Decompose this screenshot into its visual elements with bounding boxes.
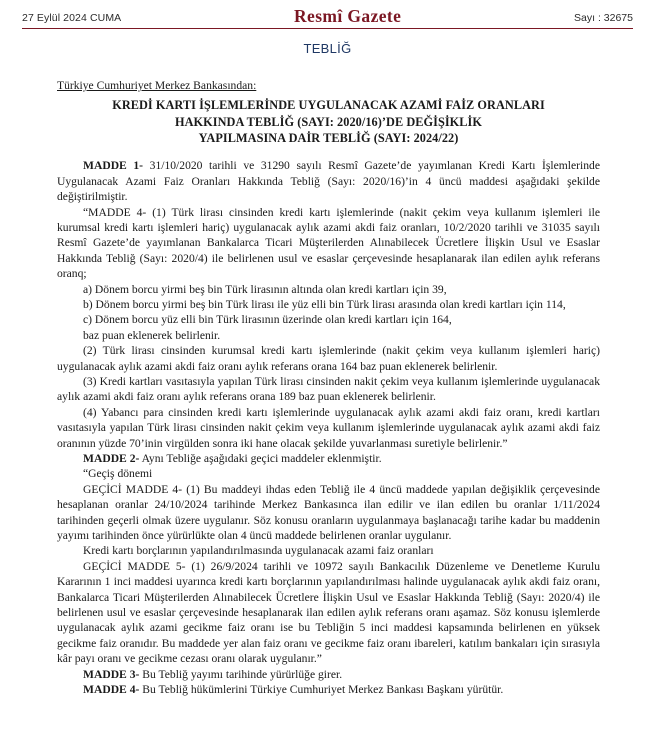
document-title-line-3: YAPILMASINA DAİR TEBLİĞ (SAYI: 2024/22) xyxy=(198,131,459,145)
transition-period-heading: “Geçiş dönemi xyxy=(83,467,153,481)
document-body xyxy=(57,78,600,698)
provisional-article-5-heading: Kredi kartı borçlarının yapılandırılmasında uygulanacak azami faiz oranları xyxy=(83,544,434,558)
article-3-paragraph xyxy=(57,667,600,682)
section-heading: TEBLİĞ xyxy=(303,41,352,56)
document-title-line-1: KREDİ KARTI İŞLEMLERİNDE UYGULANACAK AZAMİ FAİZ ORANLARI xyxy=(112,98,545,113)
article-4-paragraph-1: “MADDE 4- (1) Türk lirası cinsinden kredi kartı işlemlerinde (nakit çekim veya kullanım işlemleri ile kurumsal kredi kartı işlemleri hariç) uygulanacak aylık azami akdi faiz oranları, 10/2/2020 tarihli ve 31035 sayılı Resmî Gazete’de yayımlanan Bankalarca Ticari Müşterilerden Alınabilecek Ücretlere İlişkin Usul ve Esaslar Hakkında Tebliğ (Sayı: 2020/4) ile belirlenen usul ve esaslar çerçevesinde hesaplanarak ilan edilen aylık referans oranq; xyxy=(57,205,600,281)
gazette-title: Resmî Gazete xyxy=(293,5,402,26)
article-4-paragraph-3: (3) Kredi kartları vasıtasıyla yapılan Türk lirası cinsinden nakit çekim veya kullanım işlemlerinde uygulanacak aylık azami akdi faiz oranı aylık referans orana 189 baz puan eklenerek belirlenir. xyxy=(57,374,600,404)
article-3-label: MADDE 3- xyxy=(83,667,140,681)
article-4-final-paragraph xyxy=(57,682,600,697)
provisional-article-5: GEÇİCİ MADDE 5- (1) 26/9/2024 tarihli ve 10972 sayılı Bankacılık Düzenleme ve Denetleme Kurulu Kararının 1 inci maddesi uyarınca kredi kartı borçlarının yapılandırılması halinde uygulanacak aylık akdi faiz oranı, Bankalarca Ticari Müşterilerden Alınabilecek Ücretlere İlişkin Usul ve Esaslar Hakkında Tebliğ (Sayı: 2020/4) ile belirlenen usul ve esaslar çerçevesinde hesaplanarak ilan edilen aylık referans oranı aşamaz. Söz konusu işlemlerde uygulanacak aylık azami gecikme faiz oranı ise bu Tebliğin 5 inci maddesi kapsamında belirlenen en yüksek gecikme faiz oranıdır. Bu maddede yer alan faiz oranı ve gecikme faiz oranı ibareleri, katılım bankaları için sırasıyla kâr payı oranı ve gecikme cezası oranı olarak uygulanır.” xyxy=(57,559,600,666)
article-2-paragraph xyxy=(57,451,600,466)
article-4-paragraph-2: (2) Türk lirası cinsinden kurumsal kredi kartı işlemlerinde (nakit çekim veya kullanım işlemleri hariç) uygulanacak aylık azami akdi faiz oranı aylık referans orana 164 baz puan eklenerek belirlenir. xyxy=(57,344,600,373)
article-3-text: Bu Tebliğ yayımı tarihinde yürürlüğe girer. xyxy=(139,667,343,681)
article-1-paragraph xyxy=(57,158,600,204)
article-4-item-c: c) Dönem borcu yüz elli bin Türk lirasının üzerinde olan kredi kartları için 164, xyxy=(83,313,452,327)
article-2-text: Aynı Tebliğe aşağıdaki geçici maddeler eklenmiştir. xyxy=(139,452,382,466)
issuing-authority xyxy=(57,78,600,93)
provisional-article-4: GEÇİCİ MADDE 4- (1) Bu maddeyi ihdas eden Tebliğ ile 4 üncü maddede yapılan değişiklik çerçevesinde hesaplanan oranlar 24/10/2024 tarihinde Merkez Bankasınca ilan edilir ve ilan edilen bu oranlar 1/11/2024 tarihinden geçerli olmak üzere uygulanır. Söz konusu oranların uygulanmaya başlanacağı tarihe kadar bu maddenin yayımı tarihinden önce yürürlükte olan 4 üncü maddede belirlenen oranlar uygulanır. xyxy=(57,482,600,543)
article-4-label: MADDE 4- xyxy=(83,683,140,697)
article-2-label: MADDE 2- xyxy=(83,452,140,466)
article-4-paragraph-4: (4) Yabancı para cinsinden kredi kartı işlemlerinde uygulanacak aylık azami akdi faiz oranı, kredi kartları vasıtasıyla yapılan Türk lirası cinsinden nakit çekim veya kullanım işlemlerinde uygulanacak aylık azami akdi faiz oranının yüzde 70’inin virgülden sonra iki hane olacak şekilde yuvarlanması suretiyle belirlenir.” xyxy=(57,405,600,450)
article-1-label: MADDE 1- xyxy=(83,159,144,173)
masthead xyxy=(0,0,655,26)
publication-date: 27 Eylül 2024 CUMA xyxy=(22,12,122,24)
article-4-item-a: a) Dönem borcu yirmi beş bin Türk lirasının altında olan kredi kartları için 39, xyxy=(83,282,447,296)
document-title-line-2: HAKKINDA TEBLİĞ (SAYI: 2020/16)’DE DEĞİŞİKLİK xyxy=(174,114,482,129)
document-title xyxy=(57,97,600,146)
issue-number: Sayı : 32675 xyxy=(574,12,633,24)
article-4-final-text: Bu Tebliğ hükümlerini Türkiye Cumhuriyet Merkez Bankası Başkanı yürütür. xyxy=(139,683,504,697)
article-4-item-b: b) Dönem borcu yirmi beş bin Türk lirası ile yüz elli bin Türk lirası arasında olan kredi kartları için 114, xyxy=(83,297,566,311)
article-1-text: 31/10/2020 tarihli ve 31290 sayılı Resmî Gazete’de yayımlanan Kredi Kartı İşlemlerinde Uygulanacak Azami Faiz Oranları Hakkında Tebliğ (Sayı: 2020/16)’in 4 üncü maddesi aşağıdaki şekilde değiştirilmiştir. xyxy=(57,159,600,204)
masthead-divider xyxy=(22,28,633,29)
issuing-authority-text: Türkiye Cumhuriyet Merkez Bankasından: xyxy=(57,79,257,92)
article-4-items-closing: baz puan eklenerek belirlenir. xyxy=(83,328,221,342)
